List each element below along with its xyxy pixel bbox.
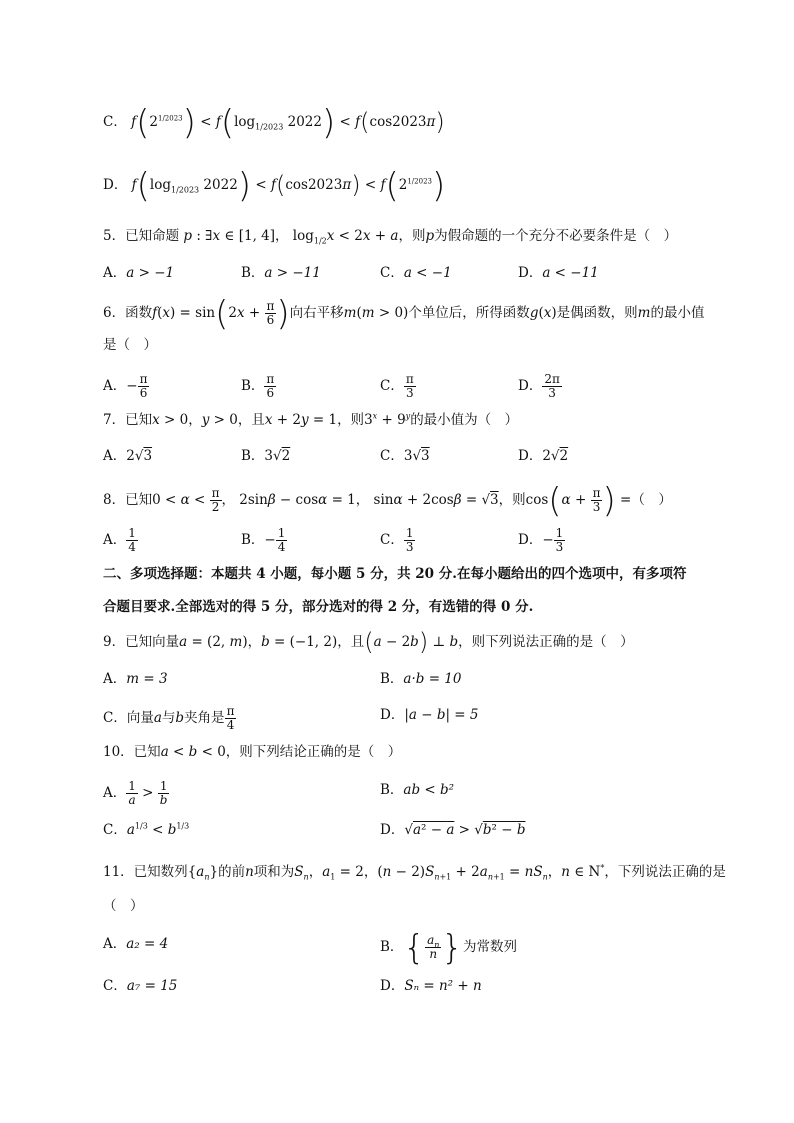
frac-num: π [405, 372, 414, 386]
frac-den: 6 [266, 386, 275, 400]
option-expr: a·b = 10 [403, 671, 462, 687]
q11-option-c [103, 976, 177, 996]
option-label: C． [103, 822, 127, 838]
q7-stem: 7．已知x > 0，y > 0，且x + 2y = 1，则$3^x + 9^y$的最小值为（ ） [103, 411, 519, 428]
option-coef: 2 [542, 448, 551, 464]
option-expr: a < −11 [542, 265, 599, 281]
option-coef: 3 [403, 448, 413, 464]
option-label: B． [241, 532, 265, 548]
frac-den: 3 [548, 386, 556, 400]
q6-stem-text: 个单位后，所得函数 [408, 305, 530, 321]
option-label: C． [380, 378, 404, 394]
q5-option-b [241, 263, 321, 283]
q8-stem: 8．已知0 < α < $\frac{\pi}{2}$ ， 2sinβ − cosα = 1， sinα + 2cosβ = √3，则cos(α + $\frac{\pi}{3}$ ) =（ ） [103, 481, 672, 521]
q11-option-d [380, 976, 482, 996]
frac-num: 2π [544, 372, 560, 386]
q6-stem-text: 6．函数 [103, 305, 153, 321]
option-label: D． [380, 707, 405, 723]
option-coef: 2 [126, 448, 135, 464]
option-label: A． [103, 378, 127, 394]
q10-option-c: C．$a^{1/3} < b^{1/3}$ [103, 821, 190, 838]
q5-stem-text: ，则 [398, 228, 426, 244]
q6-stem-text: 是偶函数，则 [556, 305, 638, 321]
q6-option-b [241, 373, 276, 400]
option-text: 夹角是 [184, 710, 225, 726]
q6-stem-line2: 是（ ） [103, 337, 157, 353]
q6-option-c [380, 373, 416, 400]
option-label: C． [103, 114, 127, 130]
q8-stem-text: （ ） [631, 492, 672, 508]
q7-stem-text: 的最小值为（ ） [410, 412, 519, 428]
frac-den: 4 [277, 540, 286, 554]
option-expr: m = 3 [126, 671, 168, 687]
section-heading-line2: 合题目要求.全部选对的得 5 分，部分选对的得 2 分，有选错的得 0 分. [103, 599, 534, 615]
q10-option-d: D．√a² − a > √b² − b [380, 822, 526, 838]
q9-stem-text: ，则下列说法正确的是（ ） [458, 634, 634, 650]
q7-stem-text: ，且 [237, 412, 265, 428]
option-text: 与 [161, 710, 176, 726]
option-label: D． [380, 978, 405, 994]
option-sign: − [264, 532, 276, 548]
q10-stem-text: 10．已知 [103, 744, 161, 760]
q9-option-a [103, 669, 168, 689]
q8-option-b [241, 527, 287, 554]
q6-stem-text: 向右平移 [289, 305, 344, 321]
q10-stem: 10．已知a < b < 0，则下列结论正确的是（ ） [103, 744, 402, 760]
q5-stem-text: 为假命题的一个充分不必要条件是（ ） [434, 228, 678, 244]
option-label: D． [518, 448, 543, 464]
option-label: B． [380, 671, 404, 687]
q11-stem-text: 11．已知数列 [103, 864, 188, 880]
q4-option-d-expr: $f(\log_{1/2023}$ $2022) < f(\cos 2023\pi) < f(2^{1/2023})$ [131, 166, 446, 206]
frac-num: 1 [277, 526, 286, 540]
option-label: C． [380, 448, 404, 464]
frac-num: π [266, 372, 275, 386]
q7-option-a: A．2√3 [103, 448, 153, 464]
q9-option-b [380, 669, 461, 689]
q11-stem-text: 项和为 [253, 864, 295, 880]
option-label: D． [103, 177, 128, 193]
option-expr: ab < b² [403, 782, 455, 798]
frac-num: 1 [555, 526, 564, 540]
q7-stem-text: 7．已知 [103, 412, 153, 428]
q9-option-c: C．向量a与b夹角是 $\frac{\pi}{4}$ [103, 704, 235, 732]
q6-option-d [518, 373, 562, 400]
q8-option-d [518, 527, 565, 554]
q9-option-d [380, 705, 479, 725]
frac-den: 3 [405, 540, 414, 554]
q5-stem: 5．已知命题 p : ∃x ∈ [1, 4]， $\log_{1/2}x < 2x + a$，则p为假命题的一个充分不必要条件是（ ） [103, 228, 678, 246]
q8-stem-text: ，则 [498, 492, 526, 508]
option-label: D． [518, 265, 543, 281]
frac-den: 3 [405, 386, 414, 400]
option-expr: a₇ = 15 [126, 978, 178, 994]
q11-stem-text: ，下列说法正确的是 [604, 864, 726, 880]
option-label: A． [103, 532, 127, 548]
option-sign: − [126, 378, 138, 394]
option-label: C． [380, 532, 404, 548]
q6-option-a [103, 373, 149, 400]
option-radicand: 2 [559, 448, 569, 464]
q5-stem-text: 5．已知命题 [103, 228, 180, 244]
option-label: B． [241, 265, 265, 281]
q5-option-d [518, 263, 599, 283]
frac-den: 4 [128, 540, 136, 554]
option-label: D． [518, 378, 543, 394]
q9-stem-text: ，且 [337, 634, 365, 650]
q10-stem-text: ，则下列结论正确的是（ ） [225, 744, 402, 760]
option-label: A． [103, 448, 127, 464]
option-text: 向量 [126, 710, 154, 726]
option-label: A． [103, 936, 127, 952]
option-label: D． [518, 532, 543, 548]
option-label: D． [380, 822, 405, 838]
section-heading: 二、多项选择题：本题共 4 小题，每小题 5 分，共 20 分.在每小题给出的四个选项中，有多项符 [103, 566, 687, 582]
frac-den: 3 [555, 540, 564, 554]
option-coef: 3 [264, 448, 274, 464]
q9-stem: 9．已知向量a = (2, m)，b = (−1, 2)，且(a − 2b) ⊥ b，则下列说法正确的是（ ） [103, 628, 634, 656]
q5-option-c [380, 263, 452, 283]
option-expr: a < −1 [403, 265, 452, 281]
option-label: C． [103, 710, 127, 726]
frac-den: 6 [139, 386, 148, 400]
q7-option-b: B．3√2 [241, 448, 291, 464]
option-label: B． [380, 939, 404, 955]
q11-stem: 11．已知数列$\{a_n\}$的前n项和为$S_n$，$a_1 = 2$，$(n - 2)S_{n+1} + 2a_{n+1} = nS_n$，n ∈ N*，下列说法正确的是 [103, 863, 726, 882]
option-radicand: 2 [281, 448, 291, 464]
option-label: B． [241, 448, 265, 464]
q11-option-a [103, 934, 168, 954]
q8-option-a [103, 527, 138, 554]
q7-option-c: C．3√3 [380, 448, 430, 464]
q8-stem-text: 8．已知 [103, 492, 153, 508]
q11-stem-text: 的前 [218, 864, 246, 880]
option-expr: a₂ = 4 [126, 936, 169, 952]
q4-option-c-expr: $f(2^{1/2023}) < f(\log_{1/2023}$ 2022) < f(cos2023π) [131, 103, 445, 143]
option-expr: |a − b| = 5 [404, 707, 479, 723]
option-label: A． [103, 265, 127, 281]
option-expr: a > −1 [126, 265, 175, 281]
q6-stem-text: 的最小值 [650, 305, 705, 321]
option-expr: a > −11 [264, 265, 321, 281]
option-label: A． [103, 671, 127, 687]
q4-option-c [103, 103, 445, 143]
q5-option-a [103, 263, 174, 283]
frac-num: 1 [405, 526, 414, 540]
option-label: C． [103, 978, 127, 994]
option-radicand: 3 [421, 448, 430, 464]
q11-stem-line2: （ ） [103, 898, 144, 914]
q7-stem-text: ，则 [337, 412, 365, 428]
option-label: C． [380, 265, 404, 281]
frac-num: π [139, 372, 148, 386]
option-radicand: 3 [143, 448, 153, 464]
q9-stem-text: 9．已知向量 [103, 634, 180, 650]
q10-option-a: A． $\frac{1}{a}$ > $\frac{1}{b}$ [103, 779, 168, 807]
option-label: B． [241, 378, 265, 394]
q8-option-c [380, 527, 415, 554]
q6-stem: 6．函数f(x) = sin(2x + $\frac{\pi}{6}$ )向右平移m(m > 0)个单位后，所得函数g(x)是偶函数，则m的最小值 [103, 294, 705, 334]
frac-num: 1 [128, 526, 136, 540]
option-sign: − [542, 532, 554, 548]
option-label: A． [103, 785, 127, 801]
q7-option-d: D．2√2 [518, 448, 569, 464]
q10-option-b [380, 780, 454, 800]
option-expr: Sₙ = n² + n [404, 978, 482, 994]
option-text: 为常数列 [463, 939, 518, 955]
q4-option-d [103, 166, 446, 206]
option-label: B． [380, 782, 404, 798]
q11-option-b: B．{ $\frac{a_n}{n}$ }为常数列 [380, 928, 518, 968]
